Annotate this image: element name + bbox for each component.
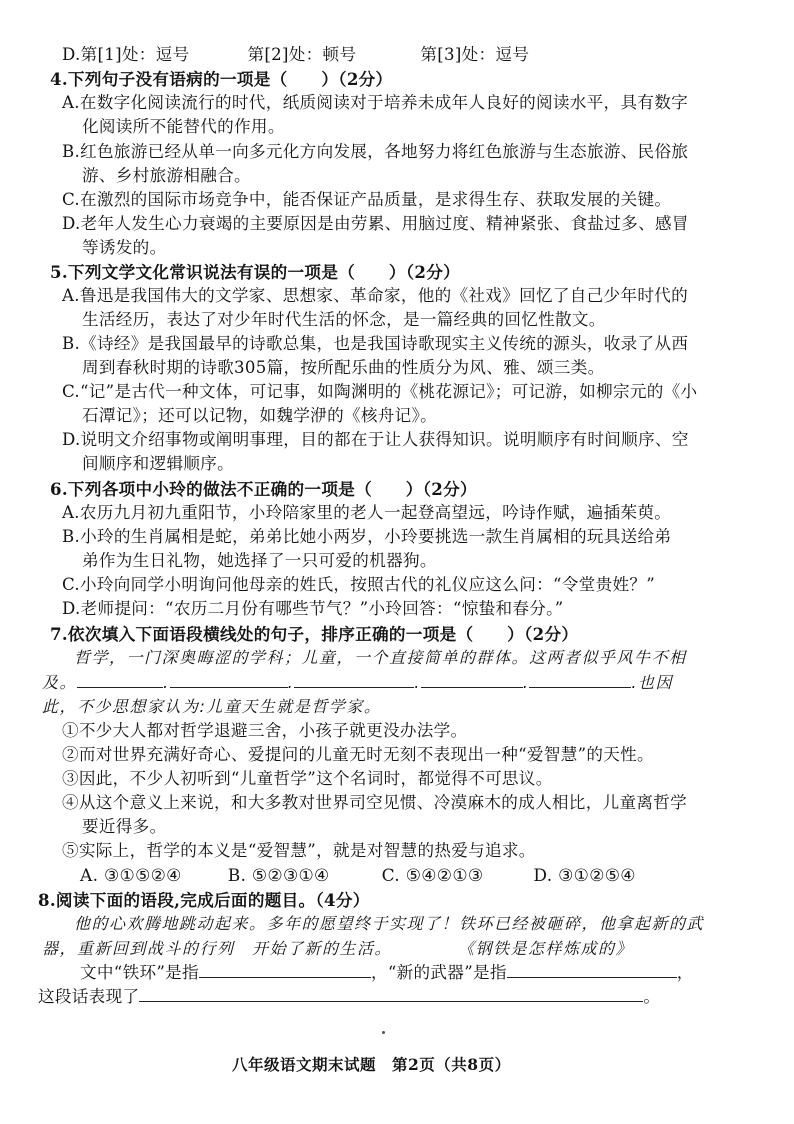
q7-sentence-2: ②而对世界充满好奇心、爱提问的儿童无时无刻不表现出一种“爱智慧”的天性。 xyxy=(62,745,654,764)
page-footer: 八年级语文期末试题 第2页（共8页） xyxy=(232,1055,511,1074)
q7-sentence-3: ③因此，不少人初听到“儿童哲学”这个名词时，都觉得不可思议。 xyxy=(62,769,553,788)
q4-option-d-line1: D.老年人发生心力衰竭的主要原因是由劳累、用脑过度、精神紧张、食盐过多、感冒 xyxy=(62,214,689,233)
q8-source: 《钢铁是怎样炼成的》 xyxy=(458,939,634,958)
q6-option-a: A.农历九月初九重阳节，小玲陪家里的老人一起登高望远，吟诗作赋，遍插茱萸。 xyxy=(62,503,672,522)
q4-option-a-line1: A.在数字化阅读流行的时代，纸质阅读对于培养未成年人良好的阅读水平，具有数字 xyxy=(62,93,689,112)
q7-passage-line1: 哲学，一门深奥晦涩的学科；儿童，一个直接简单的群体。这两者似乎风牛不相 xyxy=(74,648,687,667)
q8-fill1-prefix: 文中“铁环”是指 xyxy=(80,963,199,982)
q8-fill1-end: ， xyxy=(676,963,694,982)
q3-option-d xyxy=(62,43,529,67)
q7-blank-4[interactable] xyxy=(421,671,523,688)
q3-d-p3: 第[3]处：逗号 xyxy=(420,45,530,64)
q5-option-a-line1: A.鲁迅是我国伟大的文学家、思想家、革命家，他的《社戏》回忆了自己少年时代的 xyxy=(62,286,689,305)
q8-passage-line2-text: 器，重新回到战斗的行列 开始了新的生活。 xyxy=(42,939,393,958)
q4-option-b-line1: B.红色旅游已经从单一向多元化方向发展，各地努力将红色旅游与生态旅游、民俗旅 xyxy=(62,142,689,161)
q6-option-c: C.小玲向同学小明询问他母亲的姓氏，按照古代的礼仪应这么问：“令堂贵姓？” xyxy=(62,575,656,594)
q7-passage-line2-end: .也因 xyxy=(631,673,673,692)
q7-blank-2[interactable] xyxy=(170,671,288,688)
q7-stem: 7.依次填入下面语段横线处的句子，排序正确的一项是（ ）（2分） xyxy=(50,624,579,644)
q7-sep-4: . xyxy=(522,673,530,692)
q8-fill-line1 xyxy=(80,961,694,985)
q3-d-label: D.第[1]处：逗号 xyxy=(62,45,190,64)
q8-passage-line2 xyxy=(42,937,633,961)
q8-fill1-mid: ，“新的武器”是指 xyxy=(370,963,507,982)
q6-option-b-line2: 弟作为生日礼物，她选择了一只可爱的机器狗。 xyxy=(82,551,437,570)
q7-option-a: A. ③①⑤②④ xyxy=(80,866,182,886)
scan-dot xyxy=(382,1031,385,1034)
q5-option-c-line1: C.“记”是古代一种文体，可记事，如陶渊明的《桃花源记》；可记游，如柳宗元的《小 xyxy=(62,382,698,401)
q4-option-d-line2: 等诱发的。 xyxy=(82,238,167,257)
q8-fill2-end: 。 xyxy=(643,987,661,1006)
q7-sep-1: . xyxy=(163,673,170,692)
q8-blank-1[interactable] xyxy=(199,961,371,978)
q6-option-d: D.老师提问：“农历二月份有哪些节气？”小玲回答：“惊蛰和春分。” xyxy=(62,599,564,618)
q7-sep-3: . xyxy=(414,673,421,692)
q5-option-a-line2: 生活经历，表达了对少年时代生活的怀念，是一篇经典的回忆性散文。 xyxy=(82,310,606,329)
q3-d-p2: 第[2]处：顿号 xyxy=(247,45,357,64)
q8-blank-3[interactable] xyxy=(139,985,643,1002)
q7-option-d: D. ③①②⑤④ xyxy=(533,866,636,886)
q8-fill-line2 xyxy=(38,985,660,1009)
q7-blank-1[interactable] xyxy=(77,671,163,688)
q7-sep-2: . xyxy=(287,673,295,692)
q5-option-c-line2: 石潭记》；还可以记物，如魏学洢的《核舟记》。 xyxy=(82,406,438,425)
q5-option-b-line1: B.《诗经》是我国最早的诗歌总集，也是我国诗歌现实主义传统的源头，收录了从西 xyxy=(62,334,689,353)
q5-option-b-line2: 周到春秋时期的诗歌305篇，按所配乐曲的性质分为风、雅、颂三类。 xyxy=(82,358,605,377)
q4-option-b-line2: 游、乡村旅游相融合。 xyxy=(82,166,251,185)
q5-stem: 5.下列文学文化常识说法有误的一项是（ ）（2分） xyxy=(50,262,461,282)
q6-stem: 6.下列各项中小玲的做法不正确的一项是（ ）（2分） xyxy=(50,479,477,499)
q7-option-c: C. ⑤④②①③ xyxy=(381,866,484,886)
q8-fill2-prefix: 这段话表现了 xyxy=(38,987,140,1006)
q7-blank-5[interactable] xyxy=(529,671,631,688)
q7-passage-line3: 此，不少思想家认为:儿童天生就是哲学家。 xyxy=(42,697,382,716)
q8-passage-line1: 他的心欢腾地跳动起来。多年的愿望终于实现了！铁环已经被砸碎，他拿起新的武 xyxy=(74,914,705,933)
q7-passage-line2 xyxy=(42,671,673,695)
q7-blank-3[interactable] xyxy=(294,671,414,688)
q4-stem: 4.下列句子没有语病的一项是（ ）（2分） xyxy=(50,69,393,89)
q7-sentence-4-line2: 要近得多。 xyxy=(82,817,167,836)
q4-option-a-line2: 化阅读所不能替代的作用。 xyxy=(82,117,285,136)
q7-sentence-5: ⑤实际上，哲学的本义是“爱智慧”，就是对智慧的热爱与追求。 xyxy=(62,841,536,860)
q8-blank-2[interactable] xyxy=(507,961,677,978)
q7-options xyxy=(80,864,636,888)
q5-option-d-line2: 间顺序和逻辑顺序。 xyxy=(82,454,235,473)
q7-passage-start: 及。 xyxy=(42,673,78,692)
q8-stem: 8.阅读下面的语段,完成后面的题目。（4分） xyxy=(38,890,370,910)
q7-option-b: B. ⑤②③①④ xyxy=(227,866,330,886)
q4-option-c: C.在激烈的国际市场竞争中，能否保证产品质量，是求得生存、获取发展的关键。 xyxy=(62,190,672,209)
q5-option-d-line1: D.说明文介绍事物或阐明事理，目的都在于让人获得知识。说明顺序有时间顺序、空 xyxy=(62,430,689,449)
q7-sentence-1: ①不少大人都对哲学退避三舍，小孩子就更没办法学。 xyxy=(62,721,468,740)
q6-option-b-line1: B.小玲的生肖属相是蛇，弟弟比她小两岁，小玲要挑选一款生肖属相的玩具送给弟 xyxy=(62,527,672,546)
q7-sentence-4-line1: ④从这个意义上来说，和大多教对世界司空见惯、冷漠麻木的成人相比，儿童离哲学 xyxy=(62,793,688,812)
